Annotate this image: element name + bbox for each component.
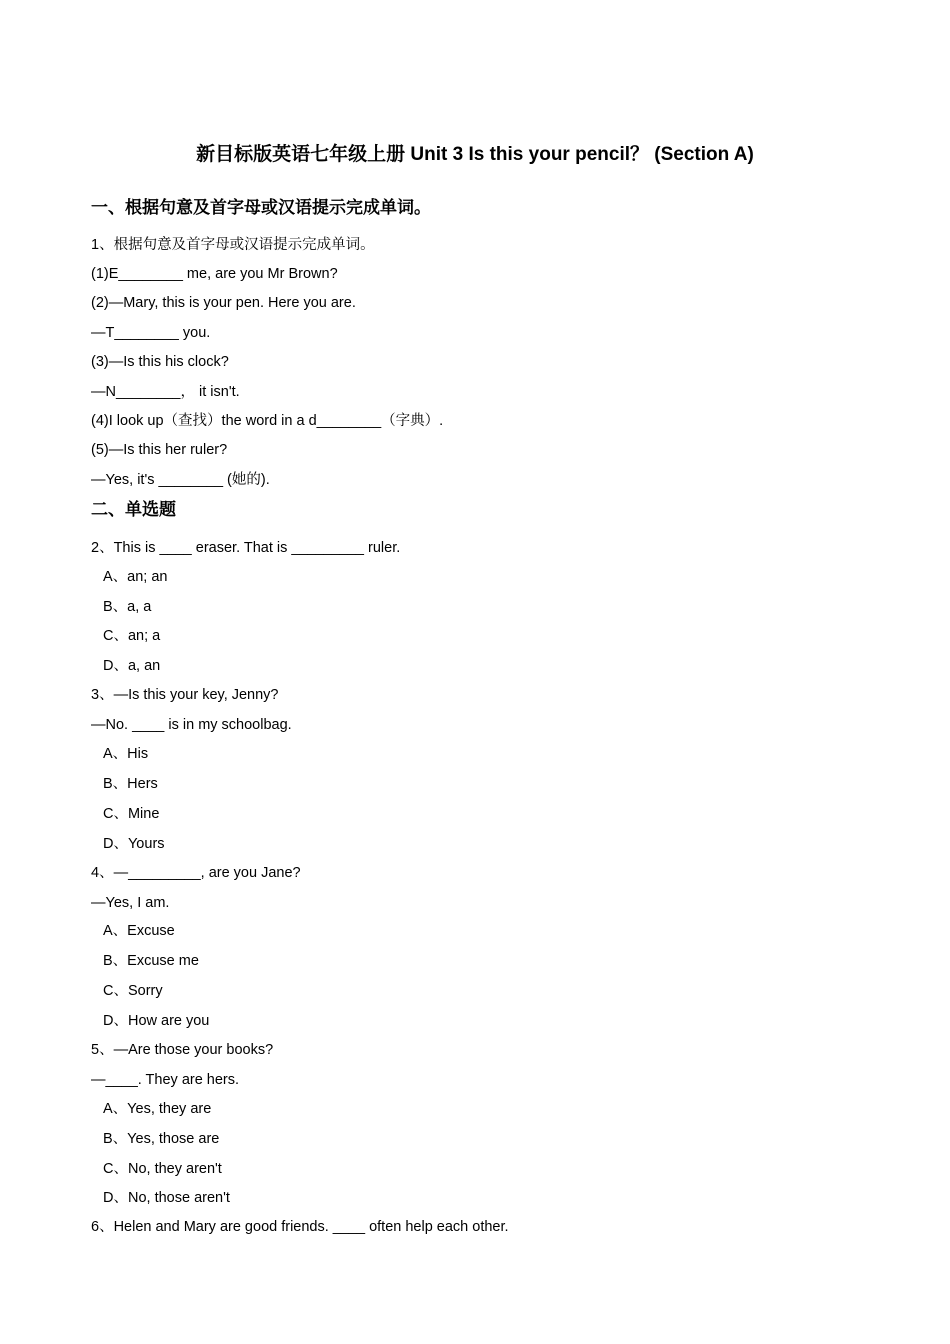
question-1-item-2-reply: —T________ you. [91,325,211,341]
question-5-stem: 5、—Are those your books? [91,1042,274,1058]
question-5-option-d: D、No, those aren't [103,1190,230,1206]
question-1-instruction: 1、根据句意及首字母或汉语提示完成单词。 [91,237,375,253]
question-3-option-d: D、Yours [103,836,165,852]
question-3-stem-reply: —No. ____ is in my schoolbag. [91,717,292,733]
question-4-option-c: C、Sorry [103,983,163,999]
question-1-item-2: (2)—Mary, this is your pen. Here you are. [91,295,356,311]
question-5-stem-reply: —____. They are hers. [91,1072,240,1088]
question-1-item-4: (4)I look up（查找）the word in a d________（字典）. [91,413,444,429]
question-4-stem: 4、—_________, are you Jane? [91,865,301,881]
section-heading-single-choice: 二、单选题 [91,500,176,519]
question-5-option-c: C、No, they aren't [103,1161,222,1177]
question-6-stem: 6、Helen and Mary are good friends. ____ often help each other. [91,1219,509,1235]
question-1-item-1: (1)E________ me, are you Mr Brown? [91,266,338,282]
page-title: 新目标版英语七年级上册 Unit 3 Is this your pencil？ (Section A) [196,144,754,165]
question-4-option-b: B、Excuse me [103,953,199,969]
question-4-option-d: D、How are you [103,1013,210,1029]
question-2-option-a: A、an; an [103,569,168,585]
question-5-option-b: B、Yes, those are [103,1131,220,1147]
question-2-option-c: C、an; a [103,628,161,644]
question-1-item-3: (3)—Is this his clock? [91,354,229,370]
question-2-option-b: B、a, a [103,599,152,615]
question-3-option-b: B、Hers [103,776,158,792]
question-5-option-a: A、Yes, they are [103,1101,212,1117]
question-3-option-a: A、His [103,746,149,762]
question-2-stem: 2、This is ____ eraser. That is _________ ruler. [91,540,401,556]
question-2-option-d: D、a, an [103,658,161,674]
section-heading-fill-in-words: 一、根据句意及首字母或汉语提示完成单词。 [91,198,431,217]
question-3-stem: 3、—Is this your key, Jenny? [91,687,279,703]
question-4-stem-reply: —Yes, I am. [91,895,170,911]
question-1-item-3-reply: —N________， it isn't. [91,384,240,400]
question-1-item-5: (5)—Is this her ruler? [91,442,228,458]
question-3-option-c: C、Mine [103,806,160,822]
question-1-item-5-reply: —Yes, it's ________ (她的). [91,472,270,488]
question-4-option-a: A、Excuse [103,923,175,939]
